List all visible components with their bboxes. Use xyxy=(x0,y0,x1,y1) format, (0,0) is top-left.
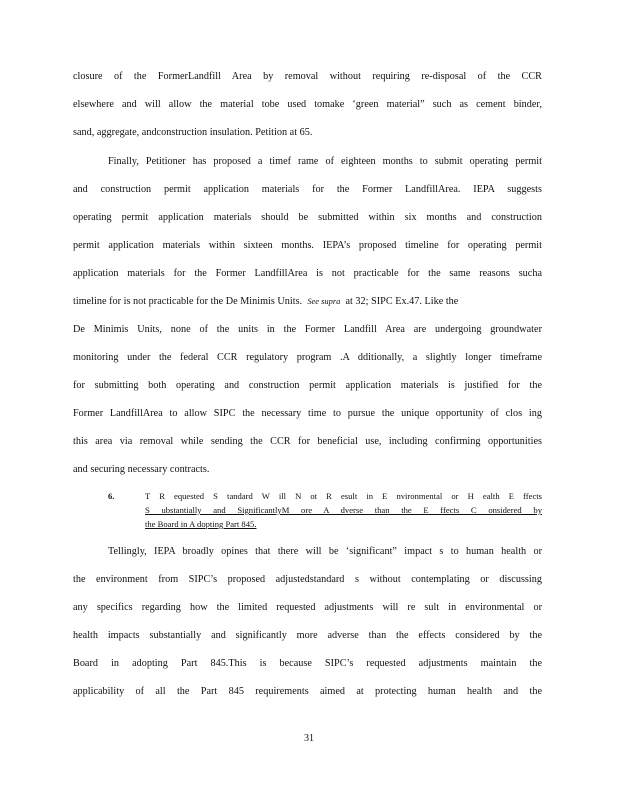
body-line: applicability of all the Part 845 requirements aimed at protecting human health and the xyxy=(73,686,542,697)
body-line: and construction permit application materials for the Former LandfillArea. IEPA suggests xyxy=(73,184,542,195)
section-heading-line: the Board in A dopting Part 845. xyxy=(145,519,257,529)
body-line: permit application materials within sixteen months. IEPA’s proposed timeline for operating permit xyxy=(73,240,542,251)
body-line: any specifics regarding how the limited requested adjustments will re sult in environmental or xyxy=(73,602,542,613)
body-line: Board in adopting Part 845.This is because SIPC’s requested adjustments maintain the xyxy=(73,658,542,669)
body-line: Tellingly, IEPA broadly opines that there will be ‘significant” impact s to human health or xyxy=(108,546,542,557)
body-line: Finally, Petitioner has proposed a timef rame of eighteen months to submit operating permit xyxy=(108,156,542,167)
section-heading-line: S ubstantially and SignificantlyM ore A dverse than the E ffects C onsidered by xyxy=(145,505,542,515)
body-line: this area via removal while sending the CCR for beneficial use, including confirming opportunities xyxy=(73,436,542,447)
body-line: closure of the FormerLandfill Area by removal without requiring re-disposal of the CCR xyxy=(73,71,542,82)
citation-signal: See supra xyxy=(307,297,341,306)
citation-text: at 32; SIPC Ex.47. Like the xyxy=(345,296,459,307)
body-line: for submitting both operating and construction permit application materials is justified for the xyxy=(73,380,542,391)
body-line: and securing necessary contracts. xyxy=(73,464,210,475)
body-line: application materials for the Former LandfillArea is not practicable for the same reasons sucha xyxy=(73,268,542,279)
body-text: timeline for is not practicable for the De Minimis Units. xyxy=(73,296,303,307)
body-line: Former LandfillArea to allow SIPC the necessary time to pursue the unique opportunity of clos ing xyxy=(73,408,542,419)
body-line: elsewhere and will allow the material tobe used tomake ‘green material” such as cement binder, xyxy=(73,99,542,110)
section-heading-line: T R equested S tandard W ill N ot R esult in E nvironmental or H ealth E ffects xyxy=(145,491,542,501)
body-line: the environment from SIPC’s proposed adjustedstandard s without contemplating or discussing xyxy=(73,574,542,585)
page-number: 31 xyxy=(304,733,314,744)
body-line: health impacts substantially and significantly more adverse than the effects considered by the xyxy=(73,630,542,641)
body-line: monitoring under the federal CCR regulatory program .A dditionally, a slightly longer timeframe xyxy=(73,352,542,363)
body-line: De Minimis Units, none of the units in the Former Landfill Area are undergoing groundwater xyxy=(73,324,542,335)
section-heading-number: 6. xyxy=(108,491,115,501)
body-line-with-citation xyxy=(73,296,542,308)
body-line: sand, aggregate, andconstruction insulation. Petition at 65. xyxy=(73,127,313,138)
body-line: operating permit application materials should be submitted within six months and construction xyxy=(73,212,542,223)
